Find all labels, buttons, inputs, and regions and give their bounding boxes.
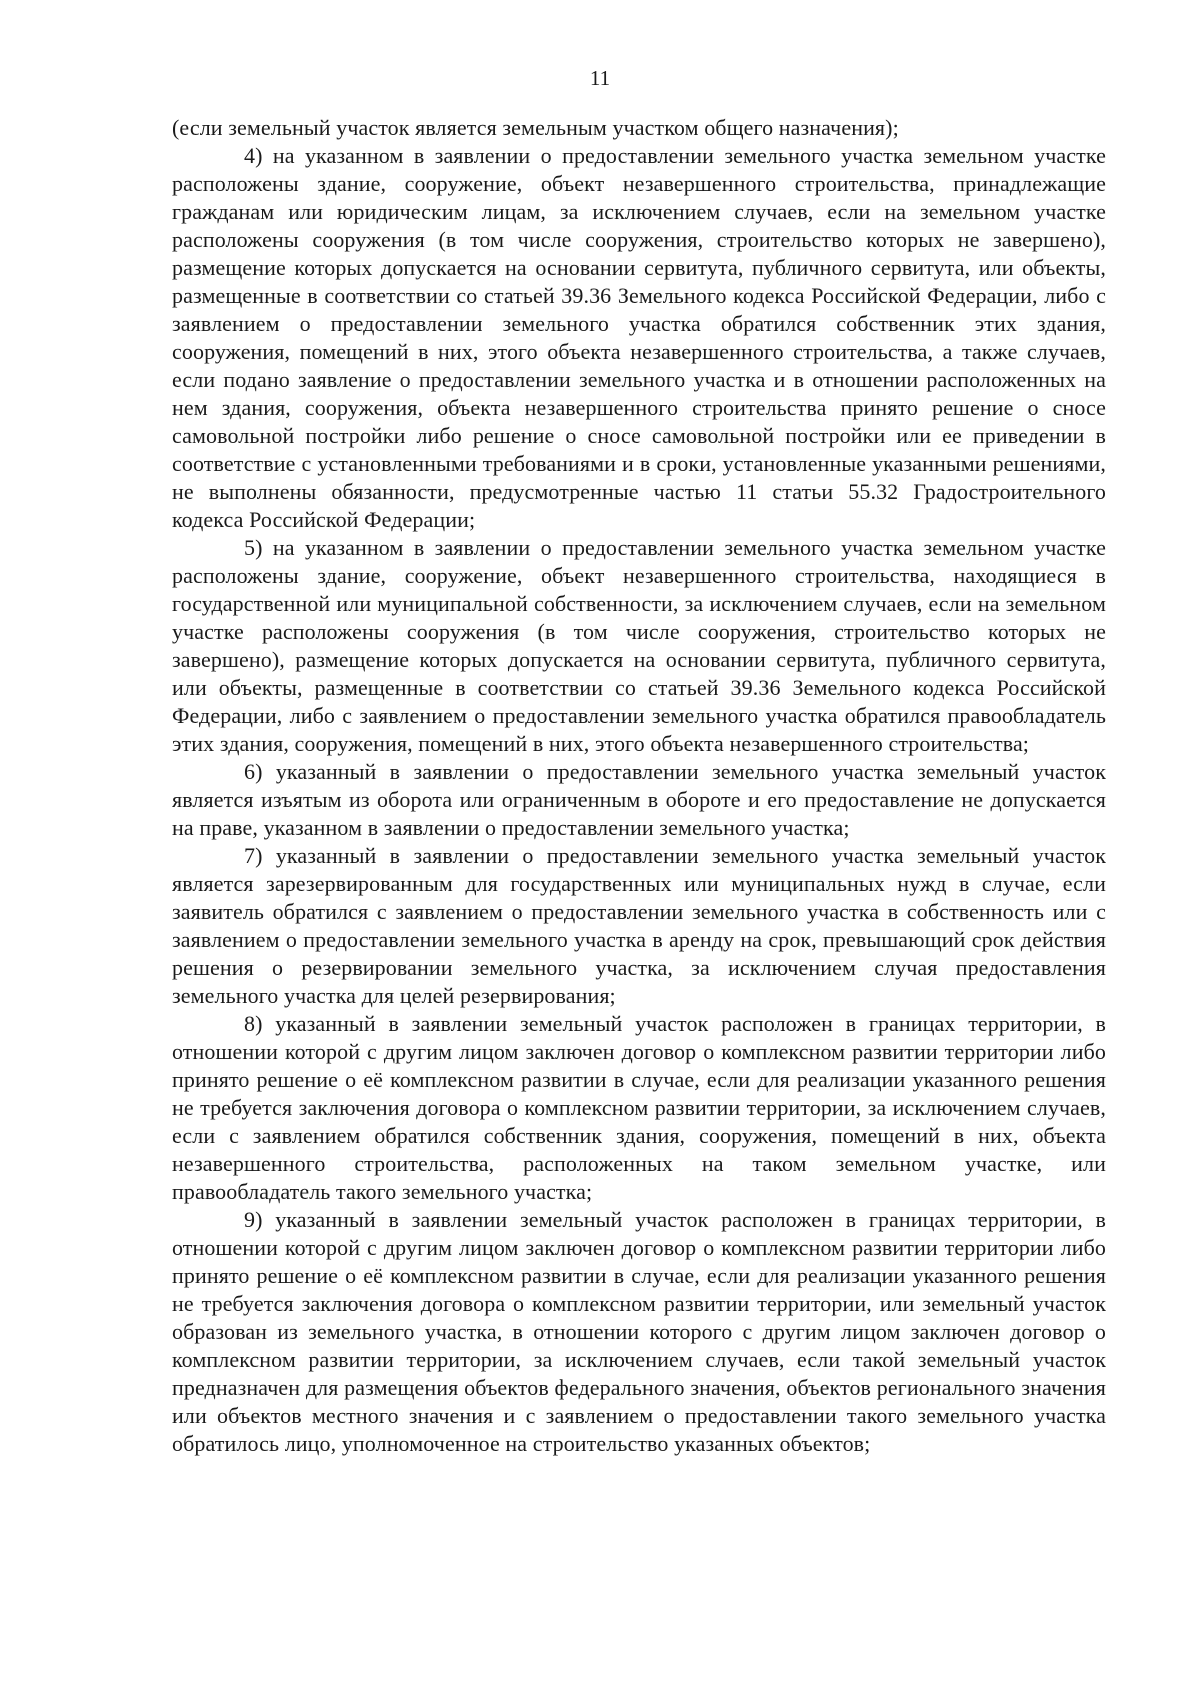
paragraph-item-6: 6) указанный в заявлении о предоставлении земельного участка земельный участок является изъятым из оборота или ограниченным в обороте и его предоставление не допускается на праве, указанном в заявлении о предоставлении земельного участка;: [172, 759, 1106, 840]
paragraph-item-9: 9) указанный в заявлении земельный участок расположен в границах территории, в отношении которой с другим лицом заключен договор о комплексном развитии территории либо принято решение о её комплексном развитии в случае, если для реализации указанного решения не требуется заключения договора о комплексном развитии территории, или земельный участок образован из земельного участка, в отношении которого с другим лицом заключен договор о комплексном развитии территории, за исключением случаев, если такой земельный участок предназначен для размещения объектов федерального значения, объектов регионального значения или объектов местного значения и с заявлением о предоставлении такого земельного участка обратилось лицо, уполномоченное на строительство указанных объектов;: [172, 1207, 1106, 1456]
paragraph-item-5: 5) на указанном в заявлении о предоставлении земельного участка земельном участке расположены здание, сооружение, объект незавершенного строительства, находящиеся в государственной или муниципальной собственности, за исключением случаев, если на земельном участке расположены сооружения (в том числе сооружения, строительство которых не завершено), размещение которых допускается на основании сервитута, публичного сервитута, или объекты, размещенные в соответствии со статьей 39.36 Земельного кодекса Российской Федерации, либо с заявлением о предоставлении земельного участка обратился правообладатель этих здания, сооружения, помещений в них, этого объекта незавершенного строительства;: [172, 535, 1106, 756]
paragraph-continuation: (если земельный участок является земельным участком общего назначения);: [172, 115, 899, 140]
document-body: [172, 114, 1106, 1458]
paragraph-item-4: 4) на указанном в заявлении о предоставлении земельного участка земельном участке расположены здание, сооружение, объект незавершенного строительства, принадлежащие гражданам или юридическим лицам, за исключением случаев, если на земельном участке расположены сооружения (в том числе сооружения, строительство которых не завершено), размещение которых допускается на основании сервитута, публичного сервитута, или объекты, размещенные в соответствии со статьей 39.36 Земельного кодекса Российской Федерации, либо с заявлением о предоставлении земельного участка обратился собственник этих здания, сооружения, помещений в них, этого объекта незавершенного строительства, а также случаев, если подано заявление о предоставлении земельного участка и в отношении расположенных на нем здания, сооружения, объекта незавершенного строительства принято решение о сносе самовольной постройки либо решение о сносе самовольной постройки или ее приведении в соответствие с установленными требованиями и в сроки, установленные указанными решениями, не выполнены обязанности, предусмотренные частью 11 статьи 55.32 Градостроительного кодекса Российской Федерации;: [172, 143, 1106, 532]
paragraph-item-8: 8) указанный в заявлении земельный участок расположен в границах территории, в отношении которой с другим лицом заключен договор о комплексном развитии территории либо принято решение о её комплексном развитии в случае, если для реализации указанного решения не требуется заключения договора о комплексном развитии территории, за исключением случаев, если с заявлением обратился собственник здания, сооружения, помещений в них, объекта незавершенного строительства, расположенных на таком земельном участке, или правообладатель такого земельного участка;: [172, 1011, 1106, 1204]
page-number: 11: [589, 66, 611, 90]
paragraph-item-7: 7) указанный в заявлении о предоставлении земельного участка земельный участок является зарезервированным для государственных или муниципальных нужд в случае, если заявитель обратился с заявлением о предоставлении земельного участка в собственность или с заявлением о предоставлении земельного участка в аренду на срок, превышающий срок действия решения о резервировании земельного участка, за исключением случая предоставления земельного участка для целей резервирования;: [172, 843, 1106, 1008]
